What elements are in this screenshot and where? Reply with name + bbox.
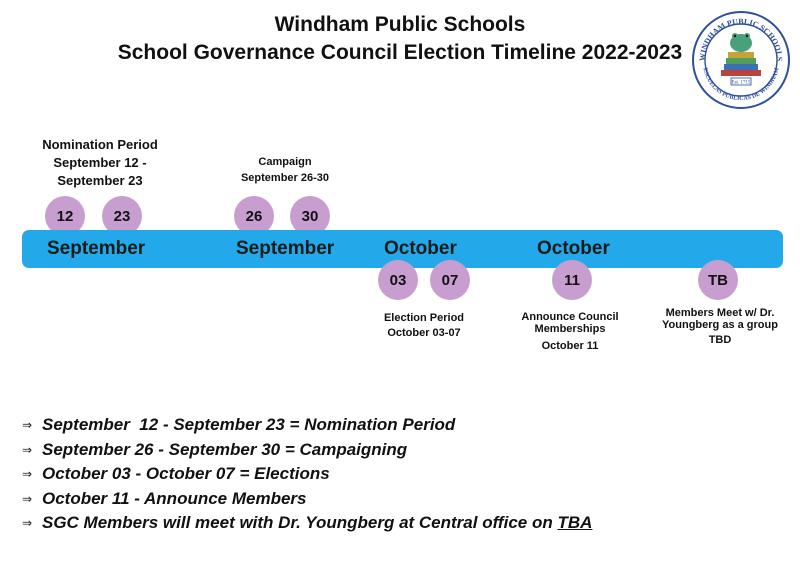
list-item-text: September 12 - September 23 = Nomination Period	[42, 415, 456, 435]
seal-year-text: Est. 1715	[731, 80, 751, 86]
month-label-october-1: October	[384, 238, 457, 259]
tba-text: TBA	[557, 513, 593, 533]
list-item	[22, 438, 592, 463]
nomination-note	[30, 136, 170, 190]
election-note-dates: October 03-07	[387, 327, 461, 339]
month-label-september-2: September	[236, 238, 335, 259]
month-label-october-2: October	[537, 238, 610, 259]
election-note	[364, 311, 484, 341]
page-title: Windham Public Schools	[274, 13, 526, 36]
date-bubble-oct-07: 07	[430, 260, 470, 300]
month-label-september-1: September	[47, 238, 146, 259]
list-item-text: September 26 - September 30 = Campaigning	[42, 439, 408, 459]
summary-list	[22, 413, 592, 536]
arrow-icon: ⇒	[22, 516, 33, 531]
announce-note-line1: Announce Council	[521, 311, 619, 323]
list-item-text: SGC Members will meet with Dr. Youngberg at Central office on	[42, 513, 558, 533]
announce-note	[505, 311, 635, 352]
arrow-icon: ⇒	[22, 467, 33, 482]
date-bubble-sep-26: 26	[234, 196, 274, 236]
members-note-line3: TBD	[708, 334, 732, 346]
arrow-icon: ⇒	[22, 442, 33, 457]
nomination-note-line2: September 12 -	[53, 155, 147, 170]
nomination-note-line3: September 23	[57, 173, 143, 188]
list-item	[22, 511, 592, 536]
list-item-text: October 11 - Announce Members	[42, 488, 307, 508]
date-bubble-sep-23: 23	[102, 196, 142, 236]
announce-note-line2: Memberships	[534, 323, 606, 335]
arrow-icon: ⇒	[22, 418, 33, 433]
announce-note-date: October 11	[541, 340, 599, 352]
seal-bottom-text: ESCUELAS PÚBLICAS DE WINDHAM	[701, 67, 781, 103]
members-note-line2: Youngberg as a group	[662, 319, 778, 331]
members-note-line1: Members Meet w/ Dr.	[665, 307, 775, 319]
district-seal-logo	[691, 10, 791, 110]
date-bubble-oct-03: 03	[378, 260, 418, 300]
campaign-note-title: Campaign	[258, 156, 312, 168]
election-note-title: Election Period	[383, 312, 465, 324]
nomination-note-title: Nomination Period	[42, 137, 158, 152]
date-bubble-sep-12: 12	[45, 196, 85, 236]
date-bubble-sep-30: 30	[290, 196, 330, 236]
list-item	[22, 462, 592, 487]
date-bubble-oct-11: 11	[552, 260, 592, 300]
list-item	[22, 413, 592, 438]
campaign-note-dates: September 26-30	[240, 172, 330, 184]
members-note	[655, 307, 785, 346]
list-item-text: October 03 - October 07 = Elections	[42, 464, 330, 484]
page-subtitle: School Governance Council Election Timeline 2022-2023	[117, 41, 683, 64]
list-item	[22, 487, 592, 512]
campaign-note	[225, 154, 345, 186]
date-bubble-tbd: TB	[698, 260, 738, 300]
seal-top-text: WINDHAM PUBLIC SCHOOLS	[697, 16, 785, 62]
arrow-icon: ⇒	[22, 491, 33, 506]
